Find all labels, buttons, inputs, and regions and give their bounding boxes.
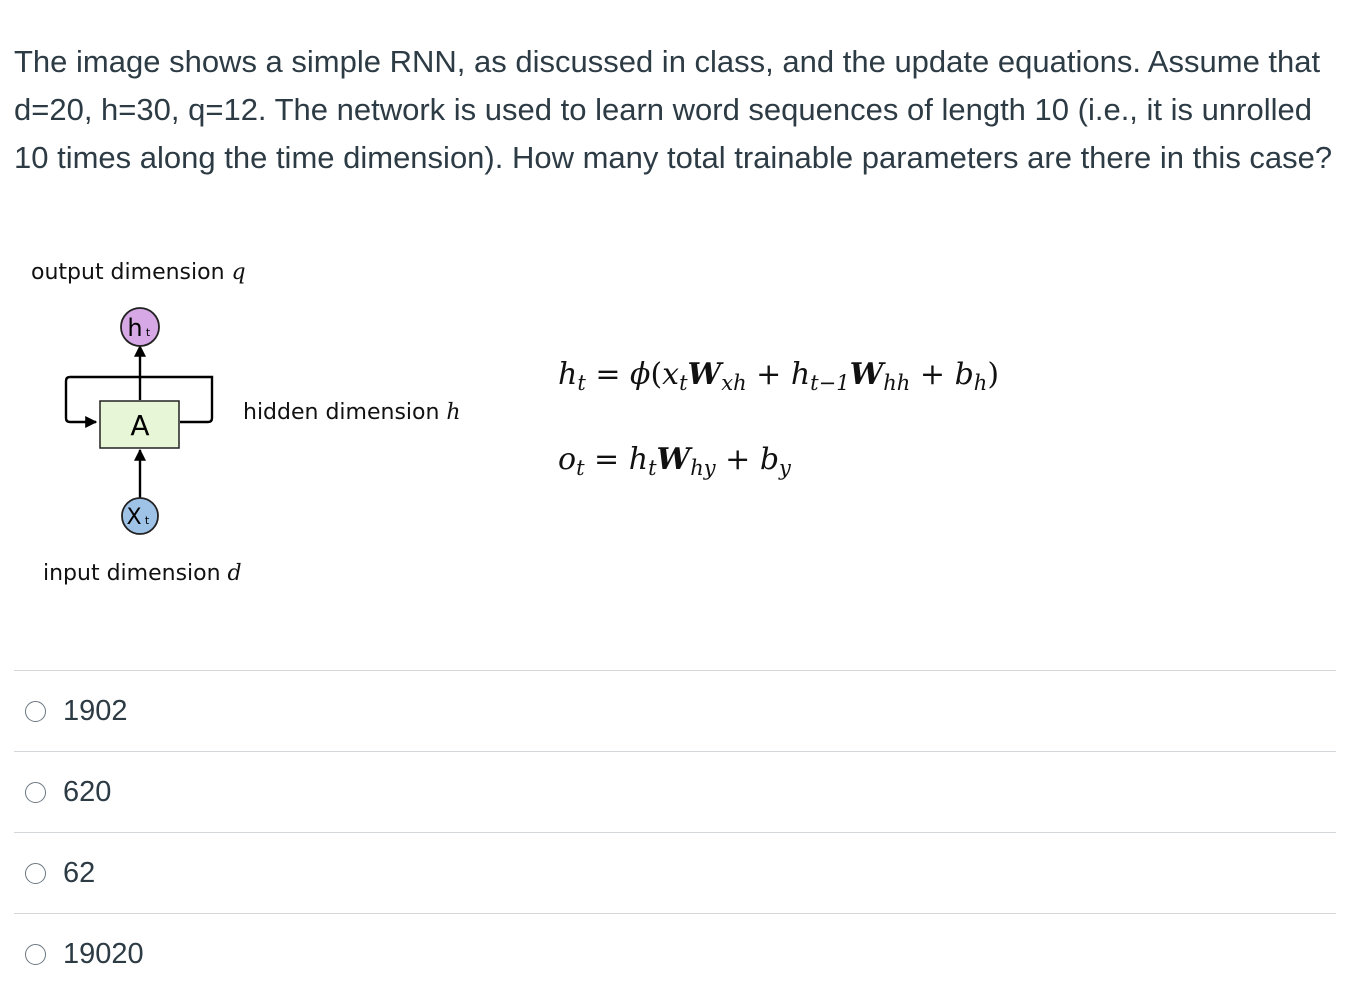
rnn-diagram: [0, 300, 260, 600]
equation-output: $o_t = h_tW_{hy} + b_y$: [558, 442, 791, 480]
equation-hidden-update: $h_t = \phi(x_tW_{xh} + h_{t-1}W_{hh} + b_h)$: [558, 357, 1000, 395]
answer-option[interactable]: [14, 751, 1336, 832]
question-text: The image shows a simple RNN, as discussed in class, and the update equations. Assume that d=20, h=30, q=12. The network is used to learn word sequences of length 10 (i.e., it is unrolled 10 times along the time dimension). How many total trainable parameters are there in this case?: [14, 44, 1333, 175]
answer-label: 620: [63, 775, 112, 808]
radio-button[interactable]: [25, 701, 46, 722]
answer-list: [14, 670, 1336, 994]
rnn-figure: [0, 245, 1350, 615]
answer-option[interactable]: [14, 832, 1336, 913]
answer-option[interactable]: [14, 913, 1336, 994]
radio-button[interactable]: [25, 782, 46, 803]
input-dimension-label: input dimension d: [43, 561, 242, 586]
output-node-sub: t: [145, 326, 151, 339]
hidden-dimension-label: hidden dimension h: [243, 400, 461, 425]
answer-label: 19020: [63, 937, 144, 970]
answer-option[interactable]: [14, 670, 1336, 751]
output-node-label: h: [127, 314, 143, 342]
output-dimension-label: output dimension q: [31, 260, 246, 285]
cell-label: A: [130, 409, 150, 442]
input-node-label: X: [126, 505, 142, 530]
input-node-sub: t: [144, 514, 150, 527]
answer-label: 1902: [63, 694, 128, 727]
radio-button[interactable]: [25, 863, 46, 884]
radio-button[interactable]: [25, 944, 46, 965]
answer-label: 62: [63, 856, 96, 889]
